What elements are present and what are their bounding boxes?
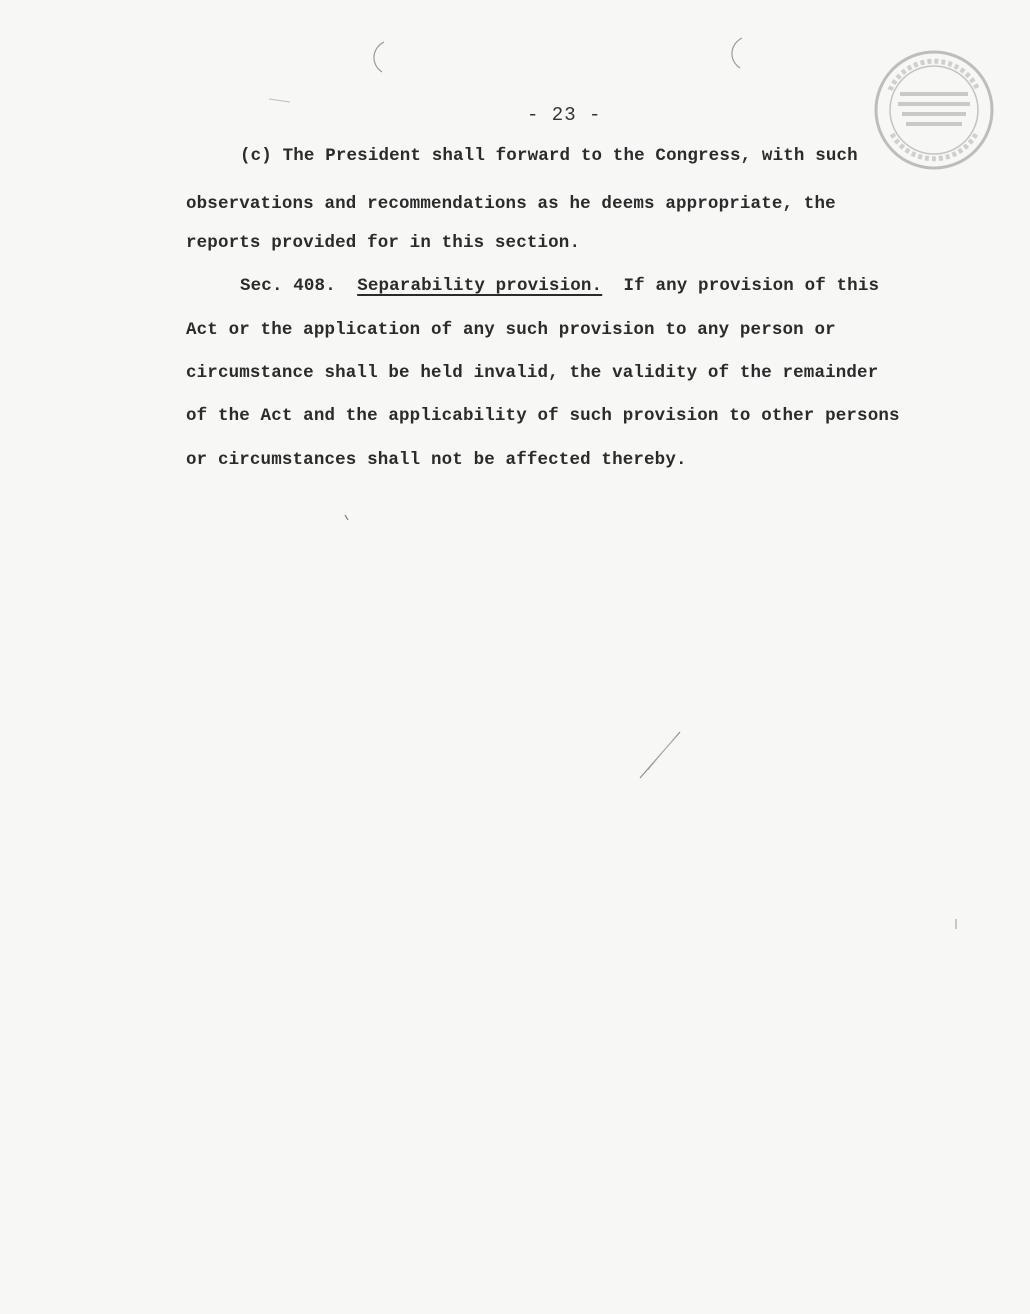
section-heading: Separability provision. xyxy=(357,276,603,296)
pencil-dot-mark xyxy=(344,514,350,522)
sec-408-line-2: Act or the application of any such provision to any person or xyxy=(186,320,836,340)
pencil-dash-mark xyxy=(268,96,292,104)
pencil-slash-mark xyxy=(636,730,684,780)
sec-408-line-5: or circumstances shall not be affected thereby. xyxy=(186,450,687,470)
subsection-c-line-3: reports provided for in this section. xyxy=(186,233,581,253)
sec-408-line-4: of the Act and the applicability of such provision to other persons xyxy=(186,406,900,426)
sec-408-line-3: circumstance shall be held invalid, the validity of the remainder xyxy=(186,363,879,383)
section-label: Sec. 408. xyxy=(240,276,336,296)
page-number: - 23 - xyxy=(527,104,602,126)
archive-seal-stamp xyxy=(870,46,998,174)
punch-hole-right xyxy=(724,36,748,70)
subsection-c-line-2: observations and recommendations as he deems appropriate, the xyxy=(186,194,836,214)
pencil-tick-mark xyxy=(954,918,958,930)
subsection-c-line-1: (c) The President shall forward to the Congress, with such xyxy=(240,146,858,166)
sec-408-line-1-rest: If any provision of this xyxy=(623,276,880,296)
punch-hole-left xyxy=(366,40,390,74)
sec-408-first-line xyxy=(240,276,879,296)
